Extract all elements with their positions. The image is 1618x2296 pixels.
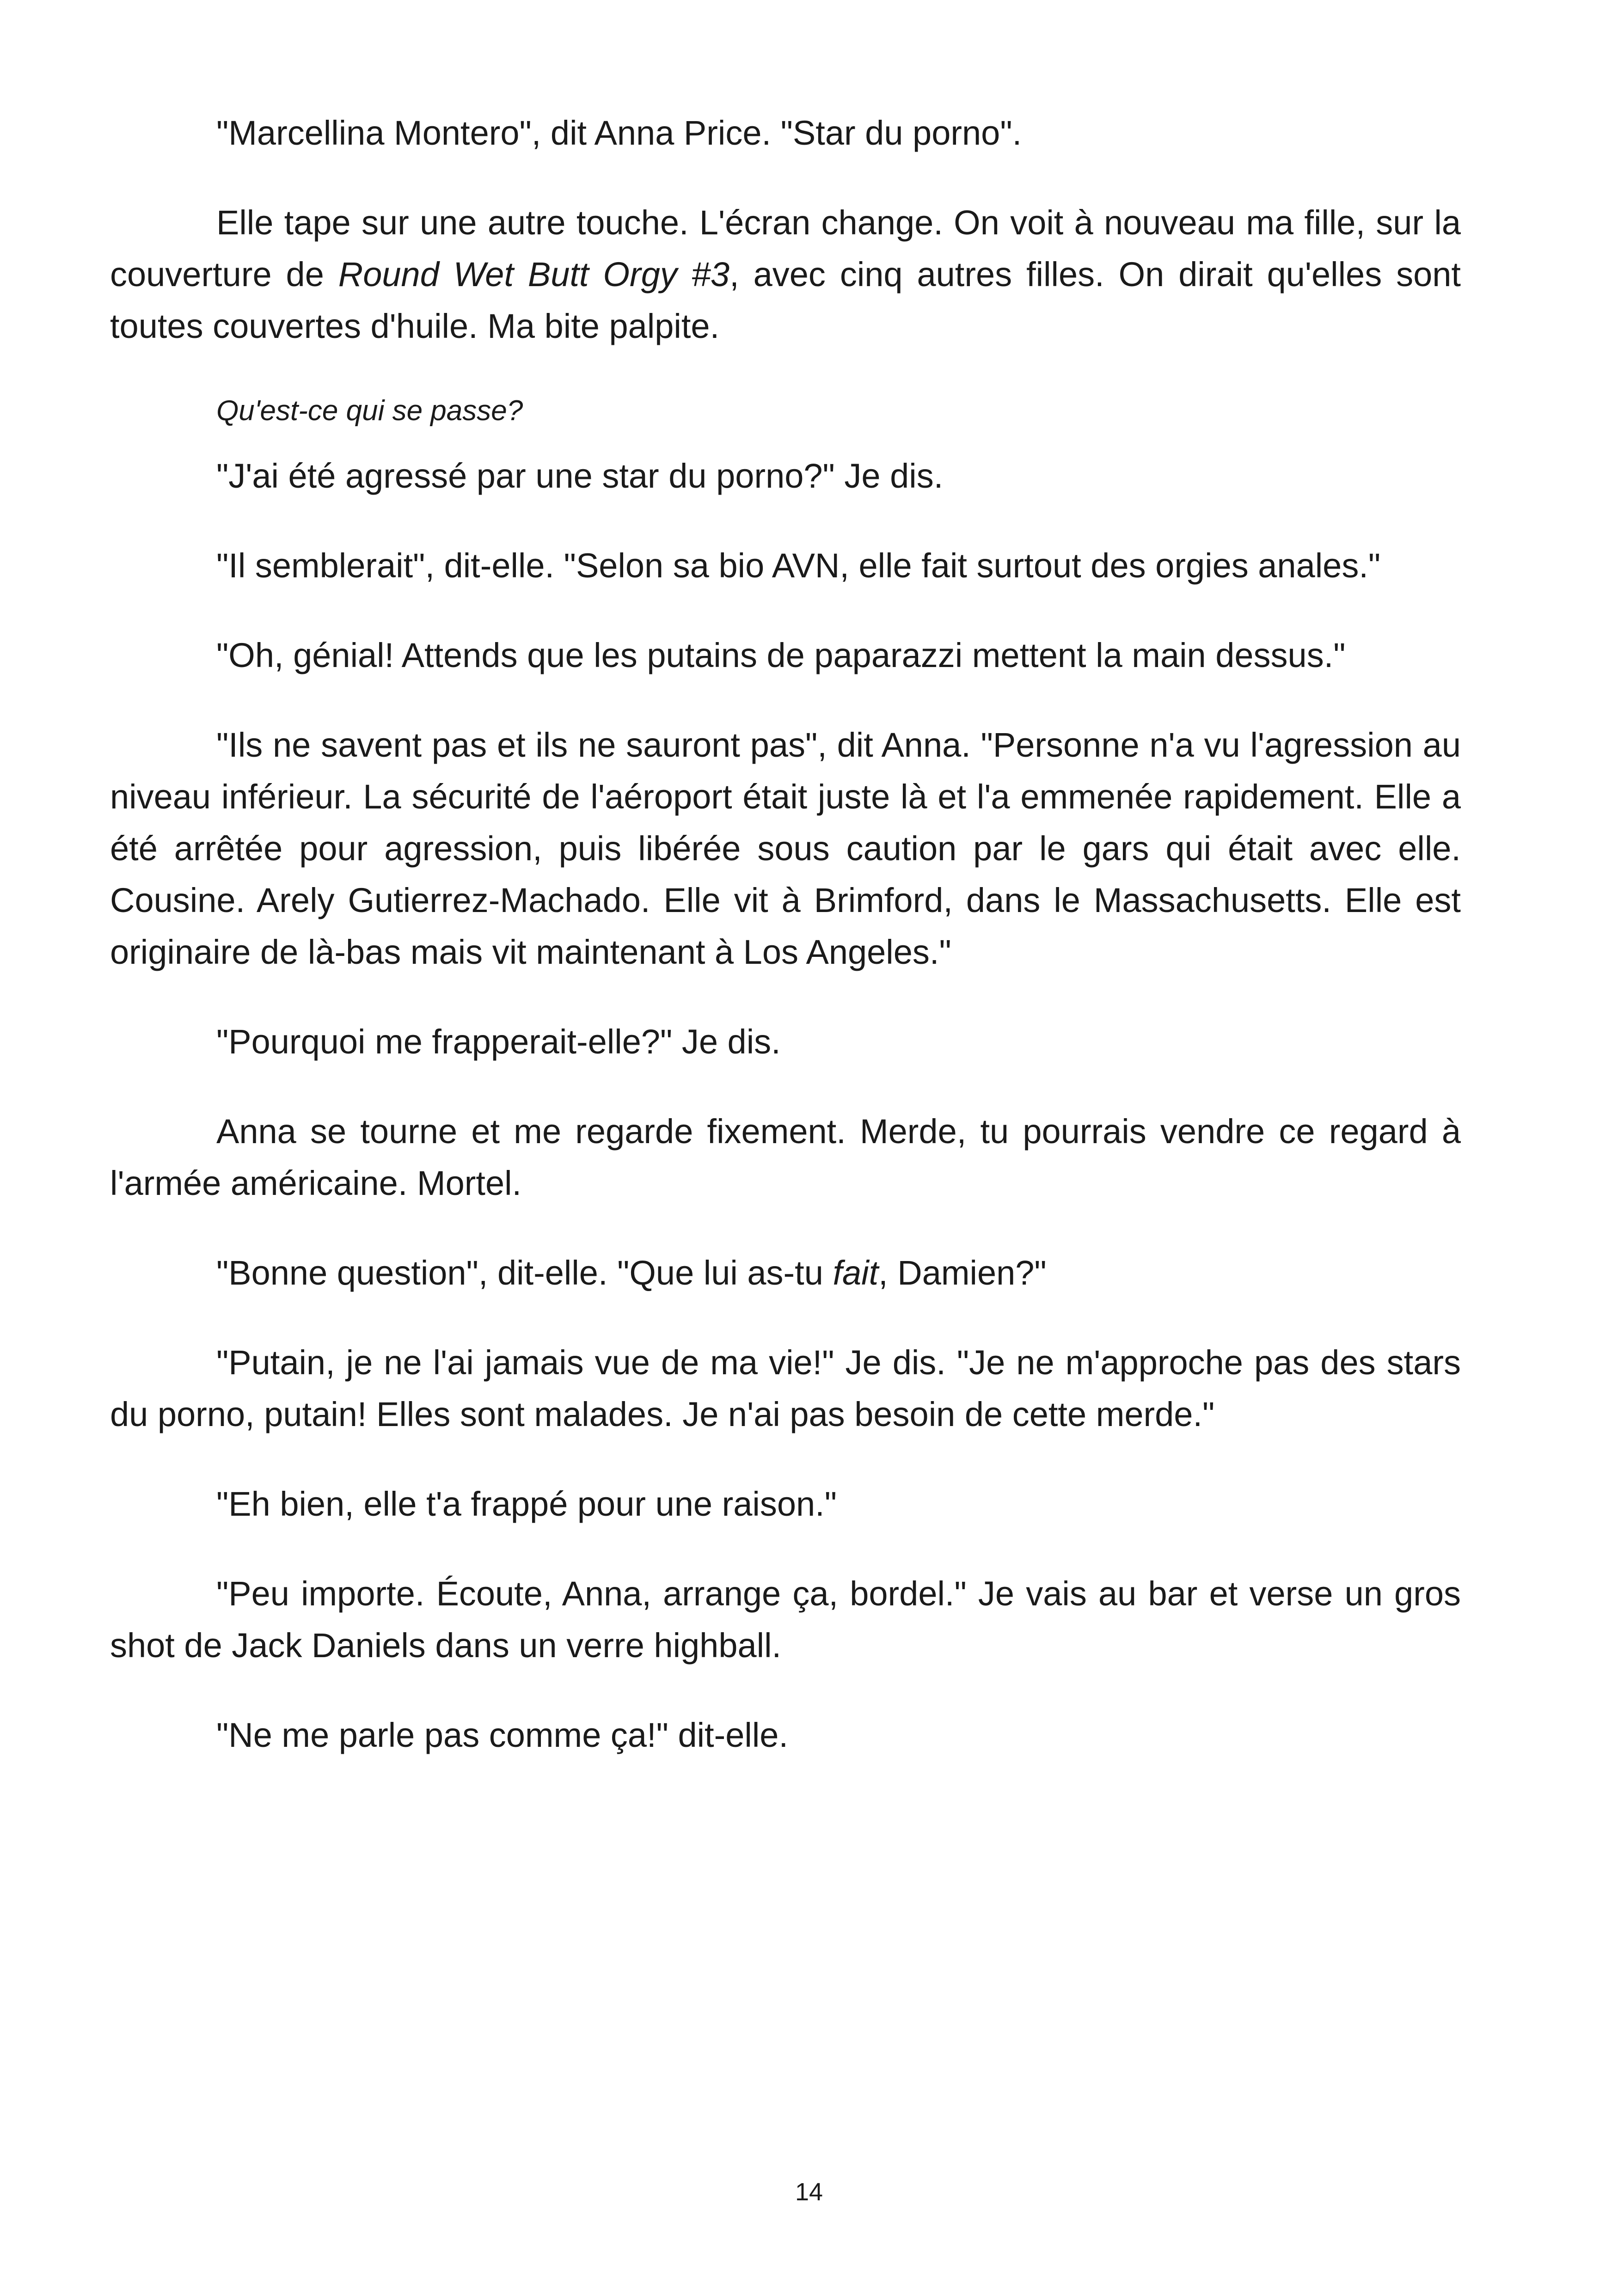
paragraph: "Putain, je ne l'ai jamais vue de ma vie!" Je dis. "Je ne m'approche pas des stars du porno, putain! Elles sont malades. Je n'ai pas besoin de cette merde." bbox=[110, 1343, 1471, 1433]
paragraph: "Oh, génial! Attends que les putains de paparazzi mettent la main dessus." bbox=[216, 636, 1346, 674]
paragraph: "Pourquoi me frapperait-elle?" Je dis. bbox=[216, 1022, 781, 1061]
inner-thought-italic: Qu'est-ce qui se passe? bbox=[216, 395, 523, 427]
emphasis-italic: fait bbox=[833, 1254, 879, 1292]
paragraph: "Il semblerait", dit-elle. "Selon sa bio AVN, elle fait surtout des orgies anales." bbox=[216, 546, 1381, 585]
paragraph: "Bonne question", dit-elle. "Que lui as-tu fait, Damien?" bbox=[216, 1254, 1047, 1292]
paragraph: "Marcellina Montero", dit Anna Price. "Star du porno". bbox=[216, 114, 1022, 152]
page-body-text bbox=[110, 107, 1471, 1799]
book-title-italic: Round Wet Butt Orgy #3 bbox=[338, 255, 730, 294]
paragraph: "Peu importe. Écoute, Anna, arrange ça, bordel." Je vais au bar et verse un gros shot de Jack Daniels dans un verre highball. bbox=[110, 1574, 1471, 1665]
paragraph: "J'ai été agressé par une star du porno?" Je dis. bbox=[216, 457, 944, 495]
paragraph: Elle tape sur une autre touche. L'écran change. On voit à nouveau ma fille, sur la couverture de Round Wet Butt Orgy #3, avec cinq autres filles. On dirait qu'elles sont toutes couvertes d'huile. Ma bite palpite. bbox=[110, 203, 1471, 345]
paragraph: Anna se tourne et me regarde fixement. Merde, tu pourrais vendre ce regard à l'armée américaine. Mortel. bbox=[110, 1112, 1471, 1202]
page-number: 14 bbox=[795, 2178, 823, 2206]
paragraph: "Eh bien, elle t'a frappé pour une raison." bbox=[216, 1485, 837, 1523]
paragraph: "Ils ne savent pas et ils ne sauront pas", dit Anna. "Personne n'a vu l'agression au niveau inférieur. La sécurité de l'aéroport était juste là et l'a emmenée rapidement. Elle a été arrêtée pour agression, puis libérée sous caution par le gars qui était avec elle. Cousine. Arely Gutierrez-Machado. Elle vit à Brimford, dans le Massachusetts. Elle est originaire de là-bas mais vit maintenant à Los Angeles." bbox=[110, 726, 1471, 971]
paragraph: "Ne me parle pas comme ça!" dit-elle. bbox=[216, 1716, 789, 1754]
